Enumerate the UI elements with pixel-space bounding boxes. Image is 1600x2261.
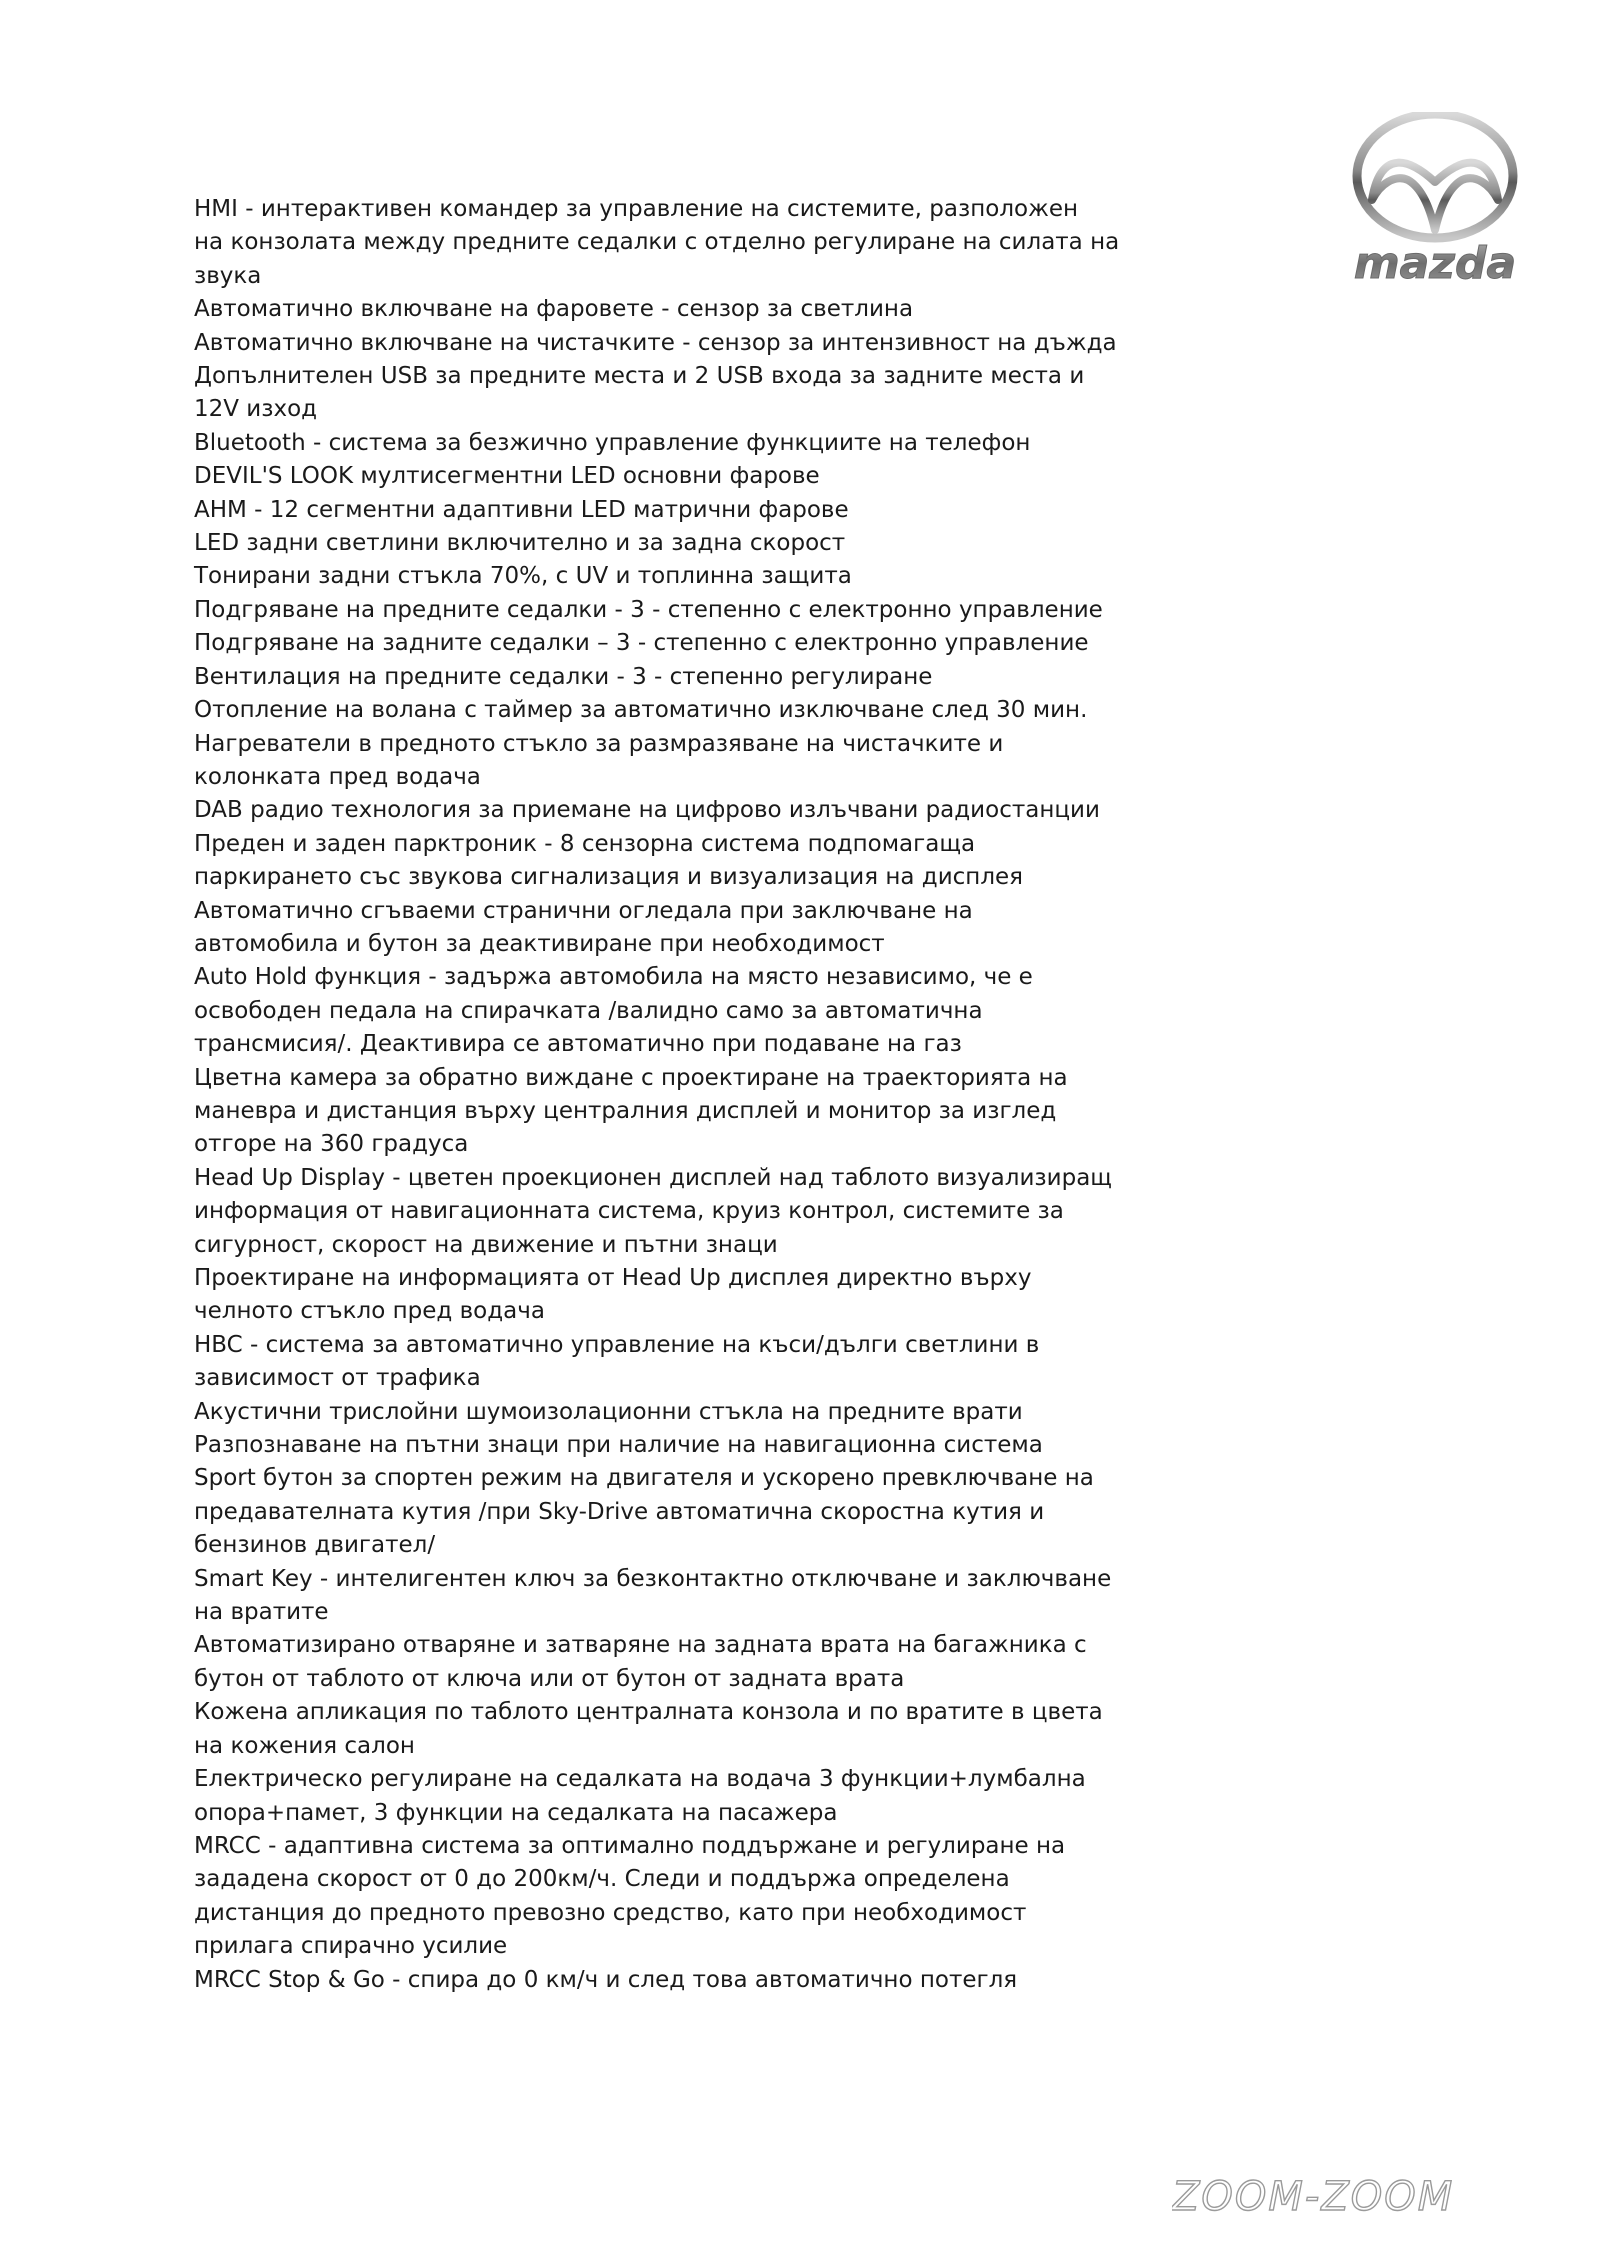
zoom-zoom-slogan [1172, 2172, 1532, 2222]
feature-item [194, 1763, 1194, 1830]
feature-item [194, 694, 1194, 727]
feature-item [194, 1262, 1194, 1329]
feature-item [194, 728, 1194, 795]
feature-item [194, 828, 1194, 895]
feature-item [194, 460, 1194, 493]
feature-item [194, 1830, 1194, 1964]
feature-line: Вентилация на предните седалки - 3 - степенно регулиране [194, 663, 933, 690]
feature-item [194, 594, 1194, 627]
feature-line: Подгряване на предните седалки - 3 - степенно с електронно управление [194, 596, 1103, 623]
feature-line: Тонирани задни стъкла 70%, с UV и топлинна защита [194, 563, 852, 590]
feature-line: Разпознаване на пътни знаци при наличие на навигационна система [194, 1432, 1043, 1459]
feature-line: звука [194, 262, 262, 289]
feature-item [194, 527, 1194, 560]
feature-line: на кожения салон [194, 1732, 415, 1759]
feature-line: на конзолата между предните седалки с отделно регулиране на силата на [194, 229, 1120, 256]
feature-line: Автоматично включване на фаровете - сензор за светлина [194, 296, 914, 323]
feature-line: Автоматично включване на чистачките - сензор за интензивност на дъжда [194, 329, 1117, 356]
feature-line: автомобила и бутон за деактивиране при необходимост [194, 930, 885, 957]
feature-item [194, 1462, 1194, 1562]
feature-item [194, 360, 1194, 427]
feature-item [194, 794, 1194, 827]
feature-line: DAB радио технология за приемане на цифрово излъчвани радиостанции [194, 797, 1100, 824]
feature-line: Кожена апликация по таблото централната конзола и по вратите в цвета [194, 1699, 1103, 1726]
feature-item [194, 1062, 1194, 1162]
feature-line: Нагреватели в предното стъкло за размразяване на чистачките и [194, 730, 1004, 757]
feature-line: зададена скорост от 0 до 200км/ч. Следи и поддържа определена [194, 1866, 1010, 1893]
feature-item [194, 1964, 1194, 1997]
feature-line: Auto Hold функция - задържа автомобила на място независимо, че е [194, 964, 1033, 991]
feature-line: HMI - интерактивен командер за управление на системите, разположен [194, 196, 1079, 222]
feature-item [194, 1162, 1194, 1262]
feature-line: Цветна камера за обратно виждане с проектиране на траекторията на [194, 1064, 1068, 1091]
feature-item [194, 1629, 1194, 1696]
feature-line: паркирането със звукова сигнализация и визуализация на дисплея [194, 864, 1024, 891]
feature-line: информация от навигационната система, круиз контрол, системите за [194, 1198, 1064, 1225]
feature-line: Автоматизирано отваряне и затваряне на задната врата на багажника с [194, 1632, 1087, 1659]
feature-line: зависимост от трафика [194, 1365, 481, 1392]
feature-item [194, 193, 1194, 293]
feature-line: MRCC Stop & Go - спира до 0 км/ч и след това автоматично потегля [194, 1966, 1018, 1993]
feature-item [194, 560, 1194, 593]
feature-line: LED задни светлини включително и за задна скорост [194, 530, 846, 557]
feature-line: прилага спирачно усилие [194, 1933, 508, 1960]
features-list [194, 193, 1194, 1997]
feature-item [194, 627, 1194, 660]
feature-line: MRCC - адаптивна система за оптимално поддържане и регулиране на [194, 1832, 1066, 1859]
feature-line: трансмисия/. Деактивира се автоматично при подаване на газ [194, 1031, 962, 1058]
feature-item [194, 293, 1194, 326]
feature-line: 12V изход [194, 396, 318, 423]
logo-emblem-wings [1372, 163, 1498, 230]
feature-item [194, 895, 1194, 962]
feature-item [194, 1429, 1194, 1462]
feature-line: отгоре на 360 градуса [194, 1131, 469, 1158]
feature-line: Smart Key - интелигентен ключ за безконтактно отключване и заключване [194, 1565, 1112, 1592]
feature-line: Електрическо регулиране на седалката на водача 3 функции+лумбална [194, 1766, 1086, 1793]
feature-item [194, 327, 1194, 360]
feature-line: Акустични трислойни шумоизолационни стъкла на предните врати [194, 1398, 1023, 1425]
feature-line: маневра и дистанция върху централния дисплей и монитор за изглед [194, 1097, 1057, 1124]
feature-line: сигурност, скорост на движение и пътни знаци [194, 1231, 778, 1258]
feature-line: Автоматично сгъваеми странични огледала при заключване на [194, 897, 973, 924]
feature-line: DEVIL'S LOOK мултисегментни LED основни фарове [194, 463, 820, 490]
feature-line: Bluetooth - система за безжично управление функциите на телефон [194, 429, 1031, 456]
feature-line: опора+памет, 3 функции на седалката на пасажера [194, 1799, 838, 1826]
feature-line: HBC - система за автоматично управление на къси/дълги светлини в [194, 1331, 1040, 1358]
feature-item [194, 661, 1194, 694]
feature-line: колонката пред водача [194, 763, 481, 790]
feature-line: Подгряване на задните седалки – 3 - степенно с електронно управление [194, 630, 1089, 657]
feature-item [194, 1396, 1194, 1429]
mazda-logo [1340, 112, 1530, 292]
feature-line: Допълнителен USB за предните места и 2 USB входа за задните места и [194, 363, 1085, 390]
feature-item [194, 1329, 1194, 1396]
feature-line: Отопление на волана с таймер за автоматично изключване след 30 мин. [194, 697, 1088, 724]
feature-line: бензинов двигател/ [194, 1532, 436, 1559]
feature-item [194, 1563, 1194, 1630]
feature-line: предавателната кутия /при Sky-Drive автоматична скоростна кутия и [194, 1498, 1045, 1525]
feature-line: Head Up Display - цветен проекционен дисплей над таблото визуализиращ [194, 1164, 1112, 1191]
feature-line: освободен педала на спирачката /валидно само за автоматична [194, 997, 983, 1024]
feature-line: дистанция до предното превозно средство, като при необходимост [194, 1899, 1027, 1926]
feature-line: на вратите [194, 1599, 329, 1626]
feature-item [194, 494, 1194, 527]
logo-wordmark: mazda [1353, 238, 1517, 289]
feature-item [194, 961, 1194, 1061]
feature-line: Преден и заден парктроник - 8 сензорна система подпомагаща [194, 830, 976, 857]
feature-line: Проектиране на информацията от Head Up дисплея директно върху [194, 1265, 1032, 1291]
feature-item [194, 427, 1194, 460]
feature-line: Sport бутон за спортен режим на двигателя и ускорено превключване на [194, 1465, 1094, 1492]
feature-item [194, 1696, 1194, 1763]
feature-line: AHM - 12 сегментни адаптивни LED матрични фарове [194, 496, 849, 523]
feature-line: челното стъкло пред водача [194, 1298, 545, 1325]
feature-line: бутон от таблото от ключа или от бутон от задната врата [194, 1665, 905, 1692]
slogan-text: ZOOM-ZOOM [1172, 2174, 1455, 2220]
